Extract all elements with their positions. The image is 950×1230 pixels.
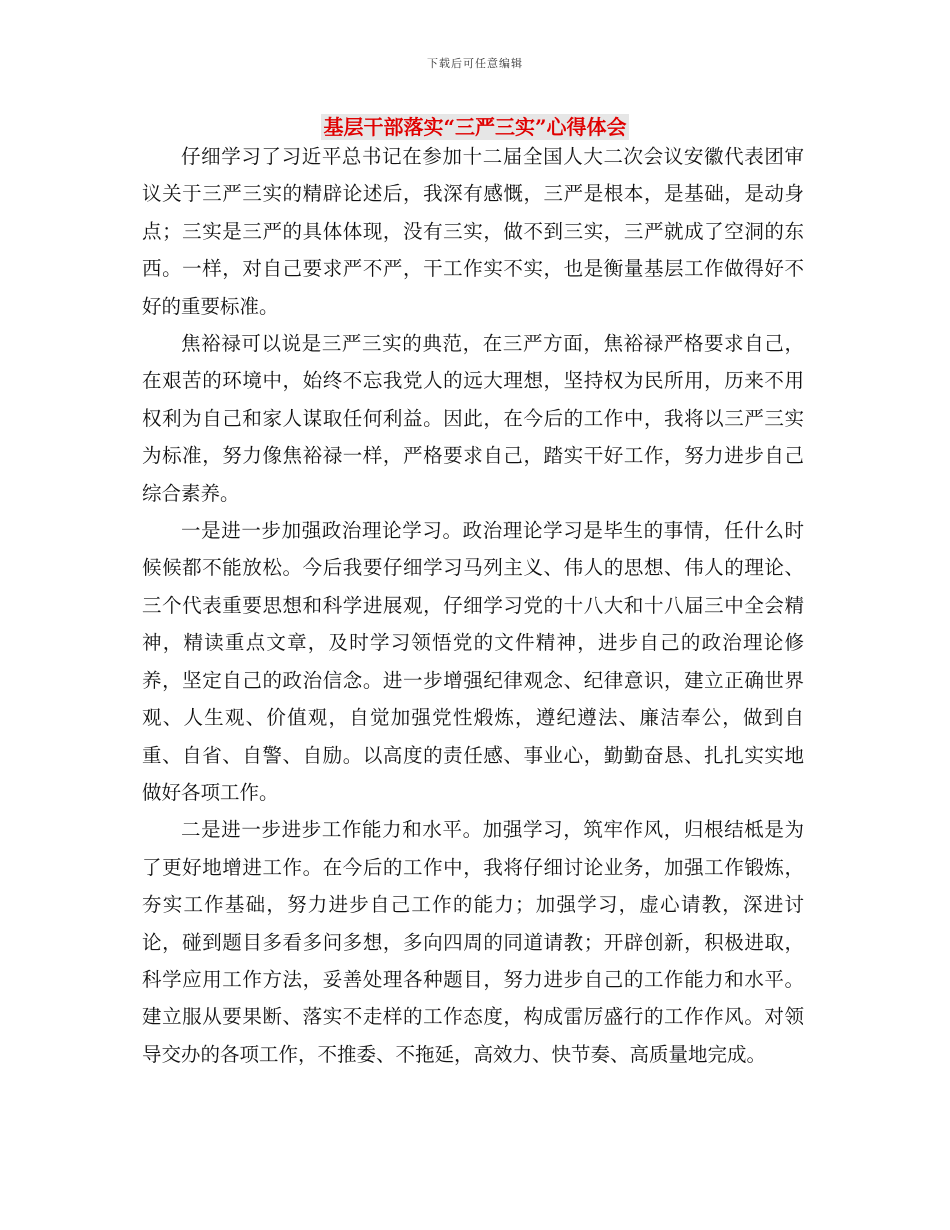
document-title: 基层干部落实“三严三实”心得体会 xyxy=(323,115,627,139)
title-container xyxy=(0,114,950,140)
paragraph-2: 焦裕禄可以说是三严三实的典范，在三严方面，焦裕禄严格要求自己，在艰苦的环境中，始终不忘我党人的远大理想，坚持权为民所用，历来不用权利为自己和家人谋取任何利益。因此，在今后的工作中，我将以三严三实为标准，努力像焦裕禄一样，严格要求自己，踏实干好工作，努力进步自己综合素养。 xyxy=(142,332,804,505)
document-body xyxy=(142,138,804,1073)
paragraph-1: 仔细学习了习近平总书记在参加十二届全国人大二次会议安徽代表团审议关于三严三实的精辟论述后，我深有感慨，三严是根本，是基础，是动身点；三实是三严的具体体现，没有三实，做不到三实，三严就成了空洞的东西。一样，对自己要求严不严，干工作实不实，也是衡量基层工作做得好不好的重要标准。 xyxy=(142,145,804,318)
paragraph-3: 一是进一步加强政治理论学习。政治理论学习是毕生的事情，任什么时候候都不能放松。今后我要仔细学习马列主义、伟人的思想、伟人的理论、三个代表重要思想和科学进展观，仔细学习党的十八大和十八届三中全会精神，精读重点文章，及时学习领悟党的文件精神，进步自己的政治理论修养，坚定自己的政治信念。进一步增强纪律观念、纪律意识，建立正确世界观、人生观、价值观，自觉加强党性煅炼，遵纪遵法、廉洁奉公，做到自重、自省、自警、自励。以高度的责任感、事业心，勤勤奋恳、扎扎实实地做好各项工作。 xyxy=(142,519,804,804)
paragraph-4: 二是进一步进步工作能力和水平。加强学习，筑牢作风，归根结柢是为了更好地增进工作。在今后的工作中，我将仔细讨论业务，加强工作锻炼，夯实工作基础，努力进步自己工作的能力；加强学习，虚心请教，深进讨论，碰到题目多看多问多想，多向四周的同道请教；开辟创新，积极进取，科学应用工作方法，妥善处理各种题目，努力进步自己的工作能力和水平。建立服从要果断、落实不走样的工作态度，构成雷厉盛行的工作作风。对领导交办的各项工作，不推委、不拖延，高效力、快节奏、高质量地完成。 xyxy=(142,818,804,1066)
page-header-note: 下载后可任意编辑 xyxy=(427,57,523,70)
